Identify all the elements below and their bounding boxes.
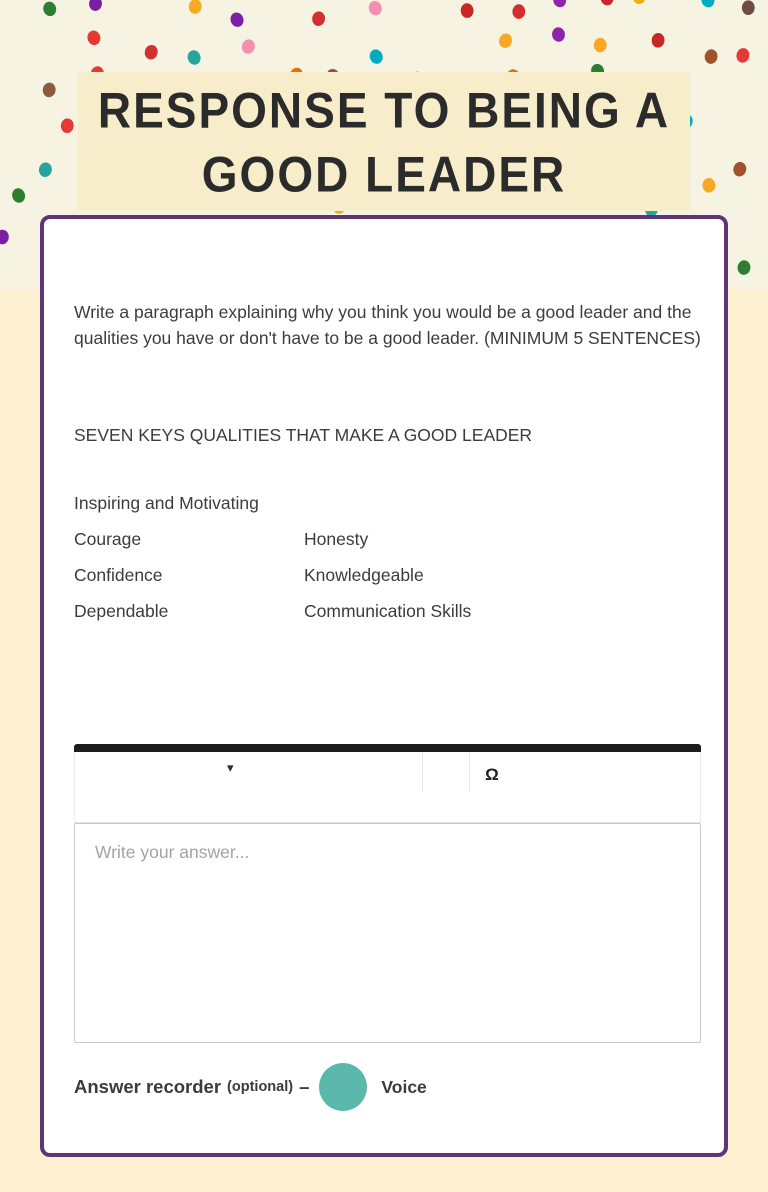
quality-item: Honesty — [304, 529, 369, 549]
toolbar-blank-button[interactable] — [423, 752, 468, 790]
quality-item: Communication Skills — [304, 601, 472, 621]
answer-input[interactable] — [74, 823, 701, 1043]
quality-item: Knowledgeable — [304, 565, 424, 585]
quality-row — [74, 599, 702, 635]
omega-icon: Ω — [485, 765, 499, 784]
format-dropdown-button[interactable] — [75, 752, 255, 790]
chevron-down-icon: ▾ — [227, 760, 234, 775]
quality-item: Courage — [74, 529, 142, 549]
question-card — [40, 215, 728, 1157]
qualities-list — [74, 491, 702, 635]
worksheet-title-line1: RESPONSE TO BEING A — [97, 81, 671, 138]
quality-row — [74, 563, 702, 599]
worksheet-title-line2: GOOD LEADER — [201, 145, 567, 202]
voice-record-button[interactable] — [319, 1063, 367, 1111]
quality-item: Dependable — [74, 601, 169, 621]
dash-separator: – — [299, 1076, 310, 1097]
quality-row — [74, 527, 702, 563]
quality-item: Inspiring and Motivating — [74, 493, 259, 513]
optional-label: (optional) — [227, 1079, 294, 1095]
special-character-omega-button[interactable] — [473, 752, 511, 790]
voice-label: Voice — [381, 1076, 427, 1097]
answer-recorder-row — [74, 1063, 427, 1111]
editor-top-bar — [74, 744, 701, 752]
question-prompt: Write a paragraph explaining why you think you would be a good leader and the qualities you have or don't have to be a good leader. (MINIMUM 5 SENTENCES) — [74, 302, 701, 348]
quality-item: Confidence — [74, 565, 163, 585]
answer-recorder-label: Answer recorder — [74, 1076, 222, 1097]
title-banner — [78, 72, 690, 211]
toolbar-divider — [469, 752, 470, 792]
question-subheading: SEVEN KEYS QUALITIES THAT MAKE A GOOD LEADER — [74, 425, 533, 445]
answer-editor — [74, 744, 701, 1043]
quality-row — [74, 491, 702, 527]
editor-toolbar — [74, 752, 701, 823]
